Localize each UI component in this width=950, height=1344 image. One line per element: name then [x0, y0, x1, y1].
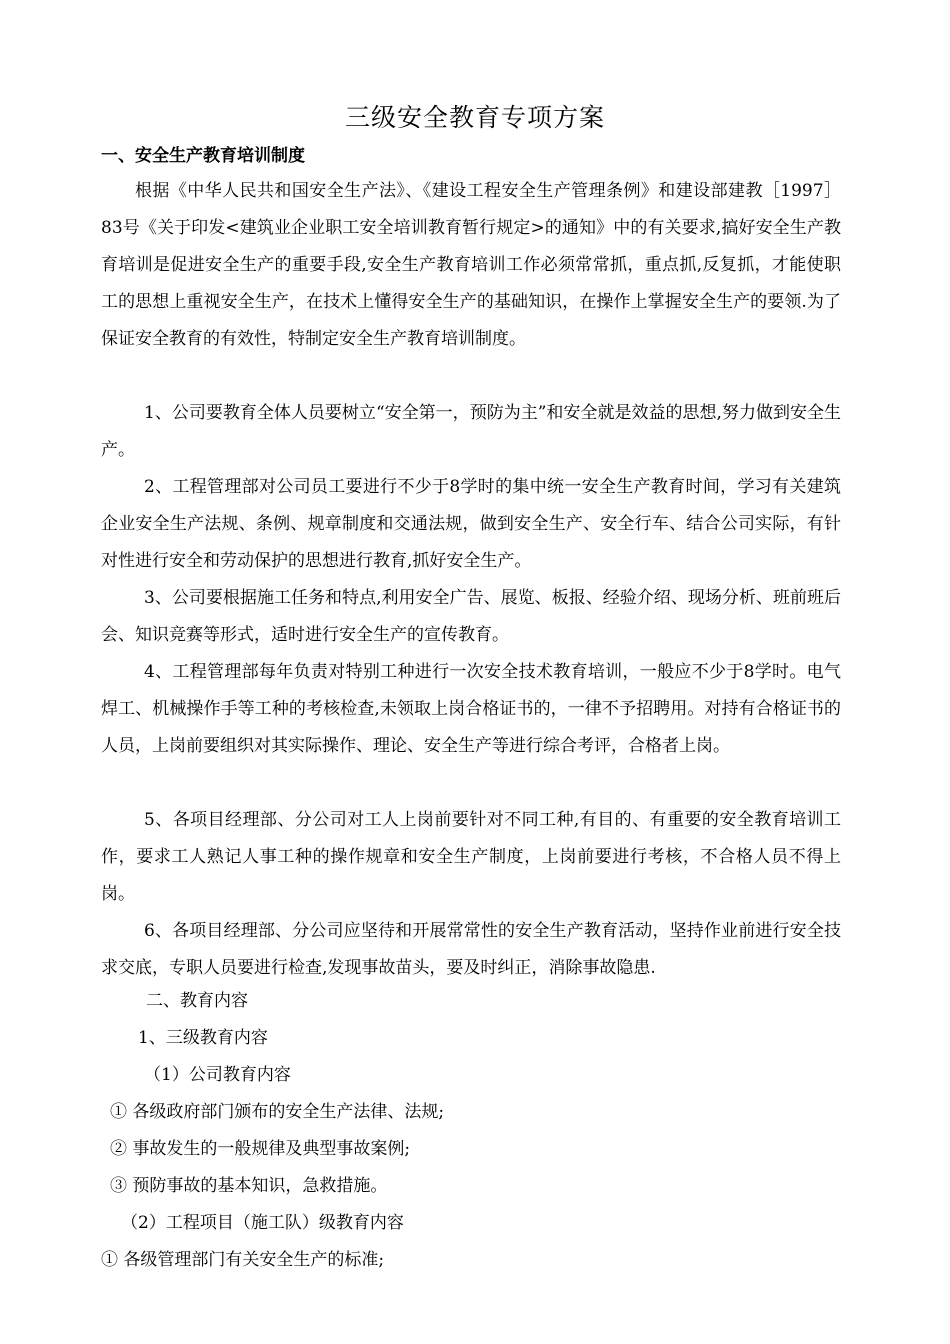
list-item: ② 事故发生的一般规律及典型事故案例;: [110, 1139, 411, 1159]
list-item: ③ 预防事故的基本知识，急救措施。: [110, 1176, 388, 1196]
rule-paragraph: 6、各项目经理部、分公司应坚待和开展常常性的安全生产教育活动，坚持作业前进行安全技求交底，专职人员要进行检查,发现事故苗头，要及时纠正，消除事故隐患.: [101, 921, 841, 978]
project-education-heading: （2）工程项目（施工队）级教育内容: [121, 1213, 404, 1233]
rule-paragraph: 5、各项目经理部、分公司对工人上岗前要针对不同工种,有目的、有重要的安全教育培训工作，要求工人熟记人事工种的操作规章和安全生产制度，上岗前要进行考核，不合格人员不得上岗。: [101, 810, 841, 904]
rule-paragraph: 4、工程管理部每年负责对特别工种进行一次安全技术教育培训，一般应不少于8学时。电气焊工、机械操作手等工种的考核检查,未领取上岗合格证书的，一律不予招聘用。对持有合格证书的人员，上岗前要组织对其实际操作、理论、安全生产等进行综合考评，合格者上岗。: [101, 662, 841, 756]
section-heading-education-content: 二、教育内容: [146, 991, 248, 1011]
document-title: 三级安全教育专项方案: [344, 103, 605, 132]
list-item: ① 各级管理部门有关安全生产的标准;: [101, 1250, 385, 1270]
list-item: ① 各级政府部门颁布的安全生产法律、法规;: [110, 1102, 445, 1122]
rule-paragraph: 1、公司要教育全体人员要树立“安全第一，预防为主”和安全就是效益的思想,努力做到安全生产。: [101, 403, 841, 460]
rule-paragraph: 2、工程管理部对公司员工要进行不少于8学时的集中统一安全生产教育时间，学习有关建筑企业安全生产法规、条例、规章制度和交通法规，做到安全生产、安全行车、结合公司实际，有针对性进行安全和劳动保护的思想进行教育,抓好安全生产。: [101, 477, 841, 571]
intro-paragraph: 根据《中华人民共和国安全生产法》、《建设工程安全生产管理条例》和建设部建教［1997］83号《关于印发<建筑业企业职工安全培训教育暂行规定>的通知》中的有关要求,搞好安全生产教育培训是促进安全生产的重要手段,安全生产教育培训工作必须常常抓，重点抓,反复抓，才能使职工的思想上重视安全生产，在技术上懂得安全生产的基础知识，在操作上掌握安全生产的要领.为了保证安全教育的有效性，特制定安全生产教育培训制度。: [101, 181, 841, 349]
company-education-heading: （1）公司教育内容: [144, 1065, 291, 1085]
subsection-heading-three-level: 1、三级教育内容: [138, 1028, 268, 1048]
rule-paragraph: 3、公司要根据施工任务和特点,利用安全广告、展览、板报、经验介绍、现场分析、班前班后会、知识竞赛等形式，适时进行安全生产的宣传教育。: [101, 588, 841, 645]
section-heading-training-system: 一、安全生产教育培训制度: [101, 146, 305, 166]
